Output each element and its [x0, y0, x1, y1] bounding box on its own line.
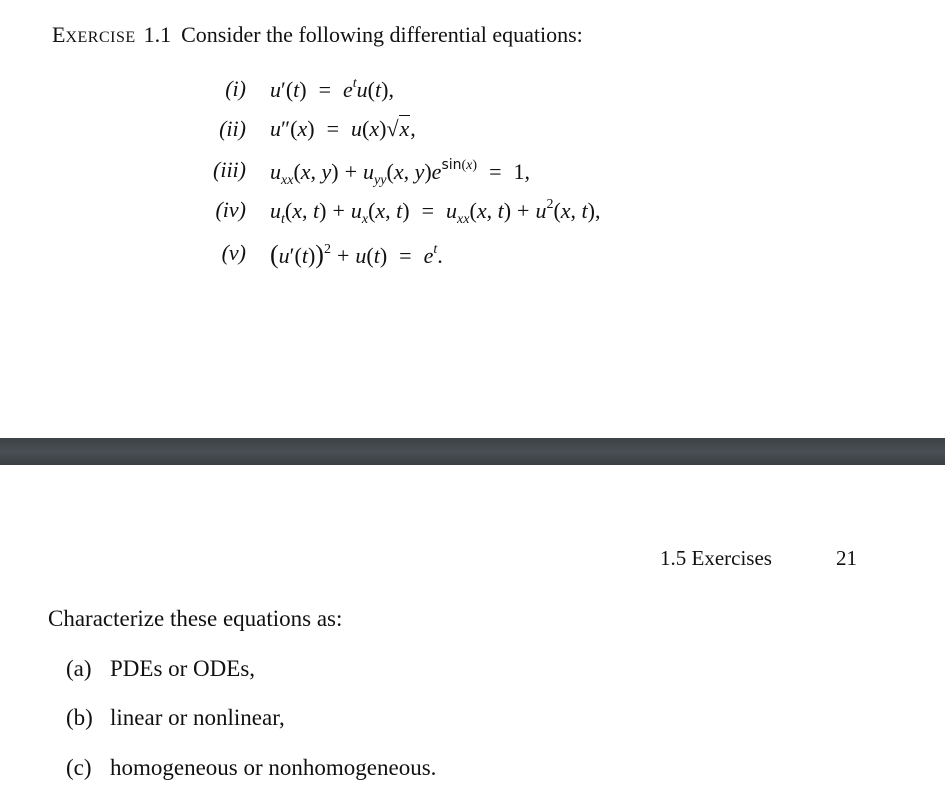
exercise-label-initial: E: [52, 22, 66, 47]
exercise-heading: [52, 22, 583, 48]
equation-body: $u'(t) = e^tu(t)$,: [270, 76, 394, 102]
page-number: 21: [836, 546, 857, 570]
item-label: (b): [66, 705, 93, 730]
equation-body: u″(x) = u(x)√x,: [270, 116, 416, 141]
equation-body: $u_{xx}(x$, $y) + u_{yy}(x$, $y)e^{sin(x)} = 1$,: [270, 157, 530, 188]
exercise-intro: Consider the following differential equations:: [181, 22, 583, 47]
equation-label: (ii): [219, 116, 246, 141]
equation-label: (i): [225, 76, 246, 101]
list-item: [66, 705, 285, 731]
equation-body: $u_t(x$, $t) + u_x(x$, $t) = u_{xx}(x$, $t) + u^2(x$, t),: [270, 197, 601, 227]
list-item: [66, 656, 255, 682]
item-label: (a): [66, 656, 92, 681]
list-item: [66, 755, 436, 781]
running-header-section: 1.5 Exercises: [660, 546, 772, 570]
item-text: PDEs or ODEs,: [110, 656, 256, 681]
equation-label: (v): [221, 240, 246, 265]
exercise-number: 1.1: [143, 22, 172, 47]
characterize-prompt: Characterize these equations as:: [48, 606, 343, 631]
equation-body: $(u'(t))^2 + u(t) = e^t$.: [270, 240, 443, 269]
item-label: (c): [66, 755, 92, 780]
page-divider: [0, 438, 945, 465]
item-text: homogeneous or nonhomogeneous.: [110, 755, 437, 780]
item-text: linear or nonlinear,: [110, 705, 285, 730]
equation-label: (iv): [215, 197, 246, 222]
equation-label: (iii): [213, 157, 246, 182]
exercise-label-rest: XERCISE: [65, 29, 136, 46]
